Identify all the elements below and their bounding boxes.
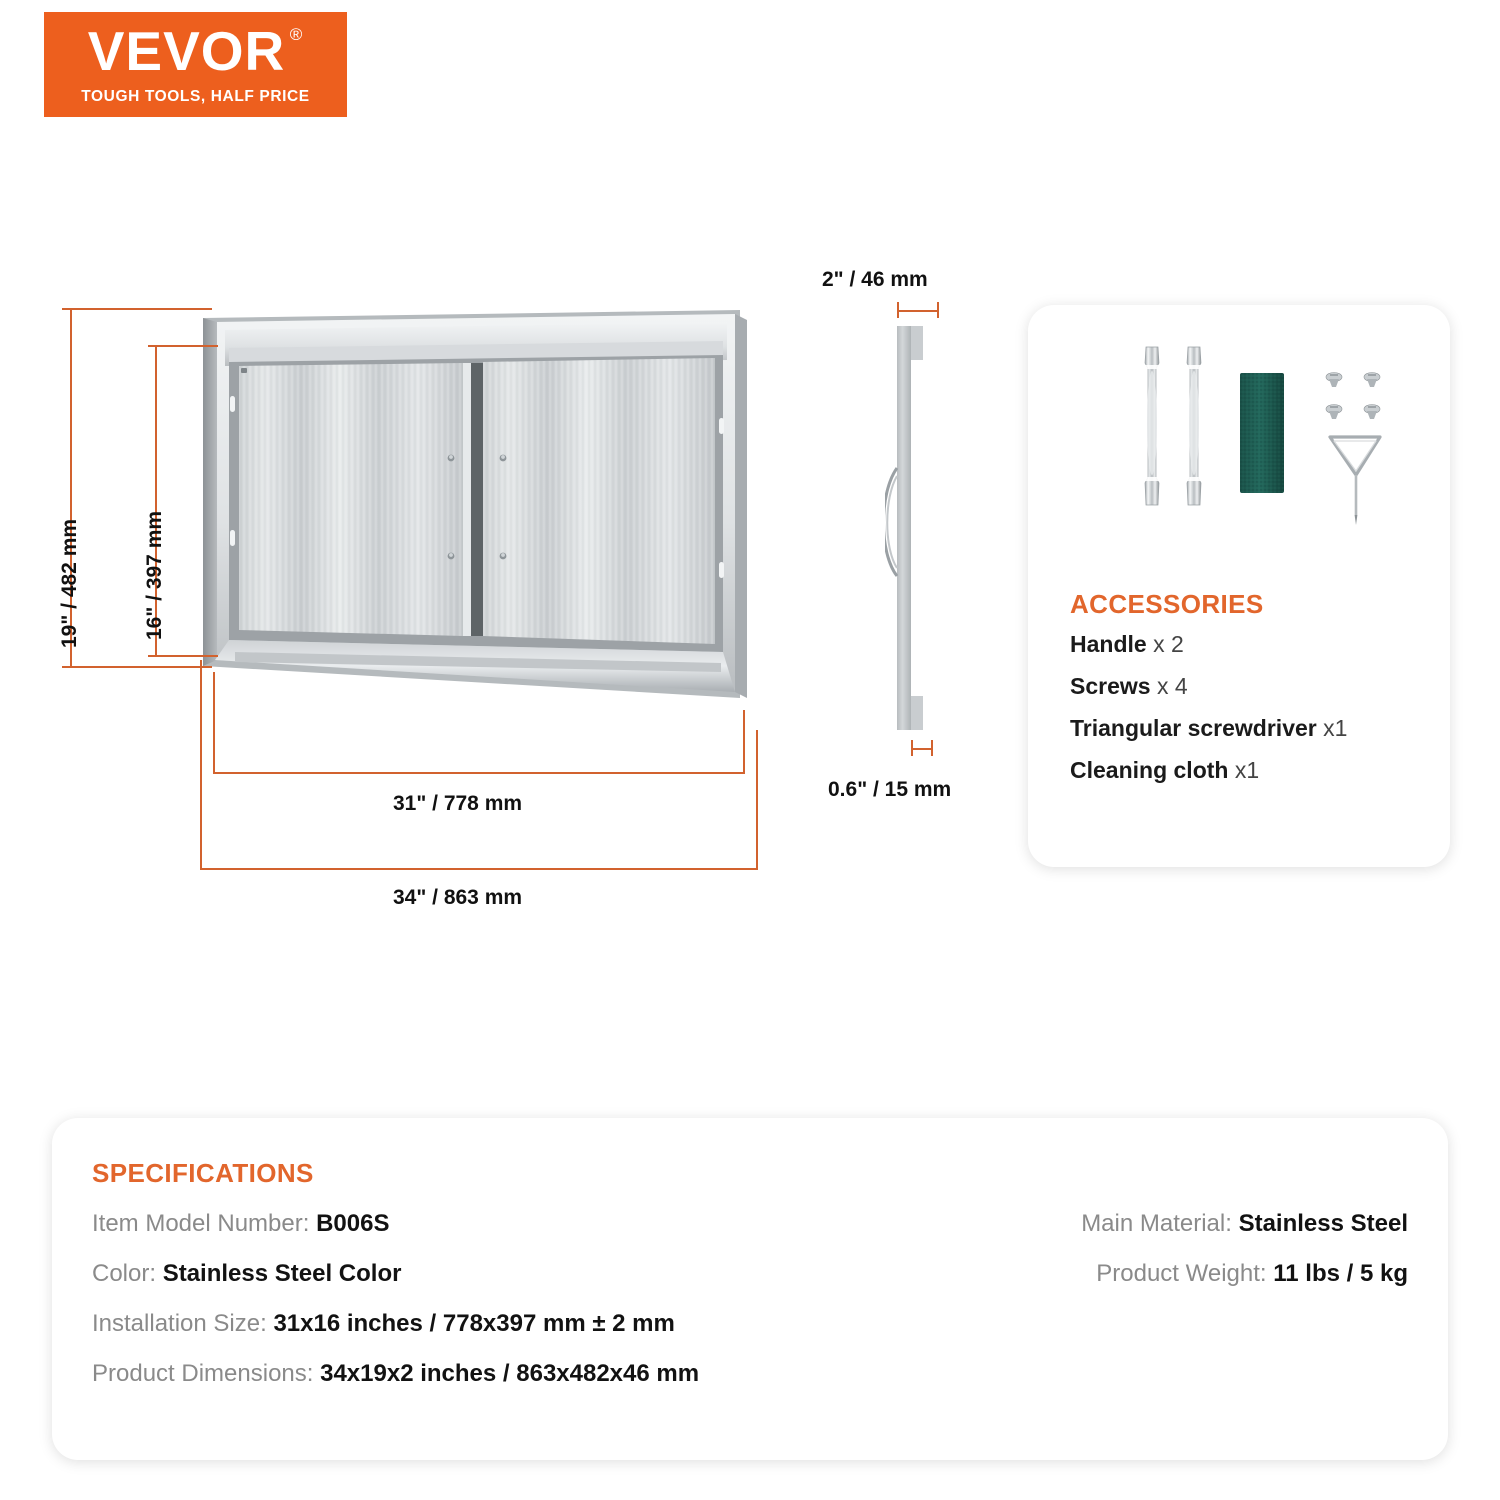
spec-row (1081, 1260, 1408, 1288)
dim-label-height-inner: 16" / 397 mm (143, 510, 166, 640)
accessory-name: Triangular screwdriver (1070, 715, 1317, 741)
spec-row (92, 1260, 699, 1288)
dim-width-outer-tick-right (756, 730, 758, 870)
center-stile (463, 363, 471, 636)
brand-name: VEVOR (87, 19, 286, 82)
dim-label-depth-total: 2" / 46 mm (822, 268, 928, 291)
accessory-qty: x 2 (1153, 631, 1184, 657)
cleaning-cloth-icon (1240, 373, 1284, 493)
side-slot (913, 410, 919, 430)
side-bottom-flange (911, 696, 923, 730)
door-panel-left (239, 363, 463, 636)
spec-value: Stainless Steel (1238, 1210, 1408, 1237)
dim-label-width-inner: 31" / 778 mm (393, 792, 523, 815)
spec-row (92, 1210, 699, 1238)
screws-icon (1326, 373, 1380, 420)
specifications-card (52, 1118, 1448, 1460)
accessory-qty: x 4 (1156, 673, 1188, 699)
spec-value: Stainless Steel Color (162, 1260, 402, 1287)
spec-value: 31x16 inches / 778x397 mm ± 2 mm (273, 1310, 675, 1337)
spec-value: 11 lbs / 5 kg (1273, 1260, 1408, 1287)
dim-height-outer-tick-top (62, 308, 212, 310)
door-panel-right (483, 358, 715, 644)
accessory-name: Screws (1070, 673, 1151, 699)
left-return-edge (203, 318, 217, 666)
dim-depth-total-line (897, 310, 939, 312)
specifications-left-column (92, 1210, 699, 1410)
dim-label-depth-flange: 0.6" / 15 mm (828, 778, 952, 801)
dim-label-width-outer: 34" / 863 mm (393, 886, 523, 909)
spec-value: 34x19x2 inches / 863x482x46 mm (320, 1360, 700, 1387)
handle-icon (1187, 347, 1201, 505)
spec-label: Item Model Number: (92, 1210, 310, 1237)
dim-depth-flange-tick-left (911, 740, 913, 756)
latch-detail (241, 368, 247, 373)
spec-row (92, 1360, 699, 1388)
dim-width-inner-line (213, 772, 745, 774)
spec-label: Color: (92, 1260, 157, 1287)
right-return-edge (735, 314, 747, 698)
product-illustration (195, 300, 775, 740)
dim-width-inner-tick-right (743, 710, 745, 774)
dim-height-inner-tick-bottom (148, 655, 218, 657)
dim-width-outer-line (200, 868, 758, 870)
spec-value: B006S (316, 1210, 390, 1237)
side-profile-illustration (885, 318, 955, 738)
dim-depth-flange-line (911, 748, 933, 750)
accessory-name: Handle (1070, 631, 1147, 657)
handle-icon (1145, 347, 1159, 505)
dim-width-outer-tick-left (200, 660, 202, 870)
product-side-view (885, 318, 955, 738)
side-body (897, 326, 911, 730)
spec-label: Installation Size: (92, 1310, 267, 1337)
dim-width-inner-tick-left (213, 672, 215, 774)
spec-label: Product Dimensions: (92, 1360, 314, 1387)
dim-label-height-outer: 19" / 482 mm (58, 518, 81, 648)
accessory-name: Cleaning cloth (1070, 757, 1229, 783)
spec-label: Product Weight: (1096, 1260, 1267, 1287)
spec-row (1081, 1210, 1408, 1238)
accessories-list (1070, 631, 1440, 799)
list-item (1070, 757, 1440, 784)
accessories-heading: ACCESSORIES (1070, 589, 1264, 619)
dim-height-inner-tick-top (148, 345, 218, 347)
accessories-card (1028, 305, 1450, 867)
product-front-view (195, 300, 775, 740)
triangular-screwdriver-icon (1330, 437, 1380, 525)
side-slot (913, 618, 919, 638)
accessories-artwork (1028, 329, 1450, 589)
side-top-flange (911, 326, 923, 360)
dim-height-outer-tick-bottom (62, 666, 212, 668)
registered-trademark-icon: ® (289, 24, 304, 44)
brand-logo (44, 12, 347, 117)
list-item (1070, 673, 1440, 700)
brand-tagline: TOUGH TOOLS, HALF PRICE (81, 87, 310, 105)
dim-depth-total-tick-left (897, 302, 899, 318)
accessory-qty: x1 (1234, 757, 1260, 783)
accessories-illustration (1028, 329, 1450, 589)
specifications-right-column (1081, 1210, 1408, 1310)
list-item (1070, 715, 1440, 742)
spec-label: Main Material: (1081, 1210, 1232, 1237)
list-item (1070, 631, 1440, 658)
dim-depth-flange-tick-right (931, 740, 933, 756)
specifications-heading: SPECIFICATIONS (92, 1158, 314, 1188)
dim-depth-total-tick-right (937, 302, 939, 318)
brand-wordmark (87, 19, 304, 82)
accessory-qty: x1 (1323, 715, 1348, 741)
spec-row (92, 1310, 699, 1338)
center-seam-shadow (471, 363, 483, 636)
